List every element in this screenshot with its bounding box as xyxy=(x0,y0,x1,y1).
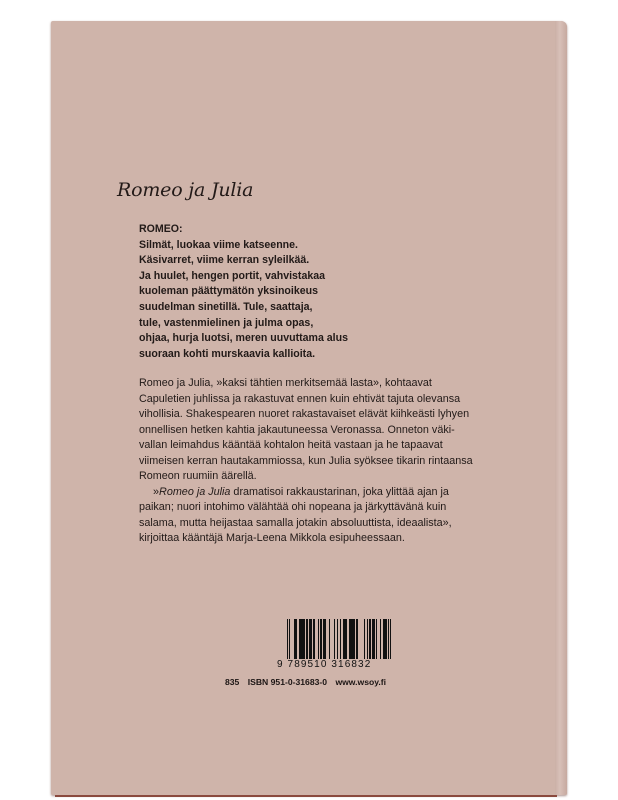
blurb-line: kirjoittaa kääntäjä Marja-Leena Mikkola esipuheessaan. xyxy=(139,532,405,544)
quote-mark: » xyxy=(153,485,160,498)
blurb-line: vallan leimahdus kääntää kohtalon heitä vastaan ja he tapaavat xyxy=(139,439,443,451)
poem-line: kuoleman päättymätön yksinoikeus xyxy=(139,285,318,298)
blurb-line: onnellisen hetken kahtia jakautuneessa Veronassa. Onneton väki- xyxy=(139,423,455,436)
blurb-line: Romeon ruumiin äärellä. xyxy=(139,470,257,482)
blurb-line: viimeisen kerran hautakammiossa, kun Julia syöksee tikarin rintaansa xyxy=(139,454,473,467)
blurb xyxy=(139,376,479,547)
barcode-bars xyxy=(287,619,391,663)
book-back-cover xyxy=(51,21,567,795)
poem-speaker: ROMEO: xyxy=(139,223,183,235)
quote-rest: dramatisoi rakkaustarinan, joka ylittää ajan ja xyxy=(230,485,449,498)
poem-line: suudelman sinetillä. Tule, saattaja, xyxy=(139,300,313,313)
cover-edge xyxy=(555,21,567,795)
publisher-website: www.wsoy.fi xyxy=(335,677,387,687)
product-code: 835 xyxy=(225,677,240,687)
book-title: Romeo ja Julia xyxy=(117,179,254,201)
poem-line: Ja huulet, hengen portit, vahvistakaa xyxy=(139,269,326,282)
poem-line: tule, vastenmielinen ja julma opas, xyxy=(139,316,314,329)
blurb-line: salama, mutta heijastaa samalla jotakin absoluuttista, ideaalista», xyxy=(139,516,452,529)
barcode xyxy=(277,619,377,671)
barcode-bar xyxy=(390,619,391,659)
poem-line: suoraan kohti murskaavia kallioita. xyxy=(139,347,316,360)
blurb-quote-line xyxy=(139,485,479,501)
quote-title: Romeo ja Julia xyxy=(159,485,231,498)
cover-bottom-edge xyxy=(55,795,557,797)
blurb-line: Romeo ja Julia, »kaksi tähtien merkitsemää lasta», kohtaavat xyxy=(139,377,432,389)
poem-excerpt xyxy=(139,222,348,362)
blurb-line: Capuletien juhlissa ja rakastuvat ennen kuin ehtivät tajuta olevansa xyxy=(139,392,461,405)
poem-line: Käsivarret, viime kerran syleilkää. xyxy=(139,254,310,267)
isbn: ISBN 951-0-31683-0 xyxy=(247,677,328,687)
blurb-line: paikan; nuori intohimo välähtää ohi nopeana ja järkyttävänä kuin xyxy=(139,501,447,513)
poem-line: ohjaa, hurja luotsi, meren uuvuttama alus xyxy=(139,332,348,345)
poem-line: Silmät, luokaa viime katseenne. xyxy=(139,238,298,251)
isbn-line xyxy=(225,677,392,687)
barcode-digits: 9 789510 316832 xyxy=(277,659,372,670)
blurb-line: vihollisia. Shakespearen nuoret rakastavaiset elävät kiihkeästi lyhyen xyxy=(139,408,470,420)
